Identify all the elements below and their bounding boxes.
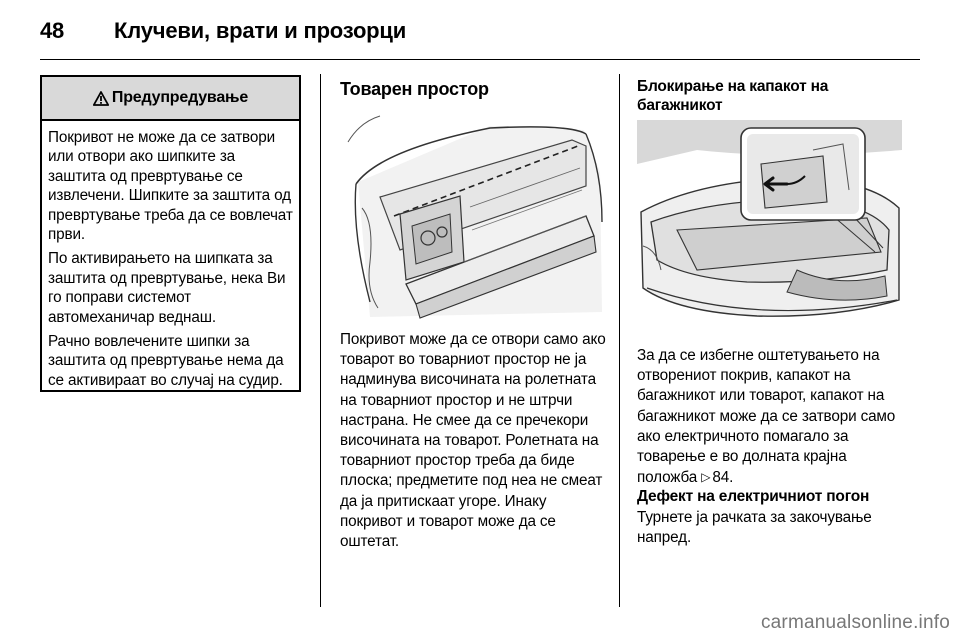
- cargo-section-title: Товарен простор: [340, 79, 489, 99]
- watermark: carmanualsonline.info: [760, 612, 950, 633]
- warning-header: [42, 77, 299, 121]
- warning-box: [40, 75, 301, 392]
- warning-title: Предупредување: [111, 89, 249, 106]
- cargo-body-text: Покривот може да се отвори само ако товарот во товарниот простор не ја надминува височината на ролетната на товарниот простор и не штрчи настрана. Не смее да се пречекори височината на товарот. Ролетната на товарниот простор треба да биде плоска; предметите под неа не смеат да ја притискаат угоре. Инаку покривот и товарот може да се оштетат.: [340, 331, 606, 551]
- chapter-title: Клучеви, врати и прозорци: [114, 18, 407, 43]
- trunk-section-title: Блокирање на капакот на багажникот: [637, 78, 829, 114]
- column-divider: [320, 74, 321, 607]
- page-header: [40, 16, 406, 46]
- trunk-ref-page: 84.: [712, 469, 734, 487]
- cargo-compartment-illustration: [340, 112, 604, 324]
- page-reference-arrow-icon: ▷: [701, 470, 711, 485]
- warning-paragraph: Покривот не може да се затвори или отвори ако шипките за заштита од превртување се извлечени. Шипките за заштита од превртување треба да се вовлечат први.: [48, 129, 293, 244]
- column-divider: [619, 74, 620, 607]
- warning-paragraph: По активирањето на шипката за заштита од превртување, нека Ви го поправи системот автомеханичар веднаш.: [48, 250, 286, 326]
- trunk-body-text: [637, 346, 907, 488]
- fault-section-title: Дефект на електричниот погон: [637, 488, 870, 505]
- page-number: 48: [40, 18, 65, 43]
- trunk-body-pre: За да се избегне оштетувањето на отворениот покрив, капакот на багажникот или товарот, капакот на багажникот може да се затвори само ако електричното помагало за товарење е во долната крајна положба: [637, 347, 896, 487]
- warning-body: [42, 121, 299, 390]
- fault-body-text: Турнете ја рачката за закочување напред.: [637, 509, 872, 547]
- header-rule: [40, 59, 920, 60]
- trunk-lid-illustration: [637, 120, 902, 328]
- warning-triangle-icon: [93, 91, 109, 106]
- warning-paragraph: Рачно вовлечените шипки за заштита од превртување нема да се активираат во случај на судир.: [48, 333, 284, 389]
